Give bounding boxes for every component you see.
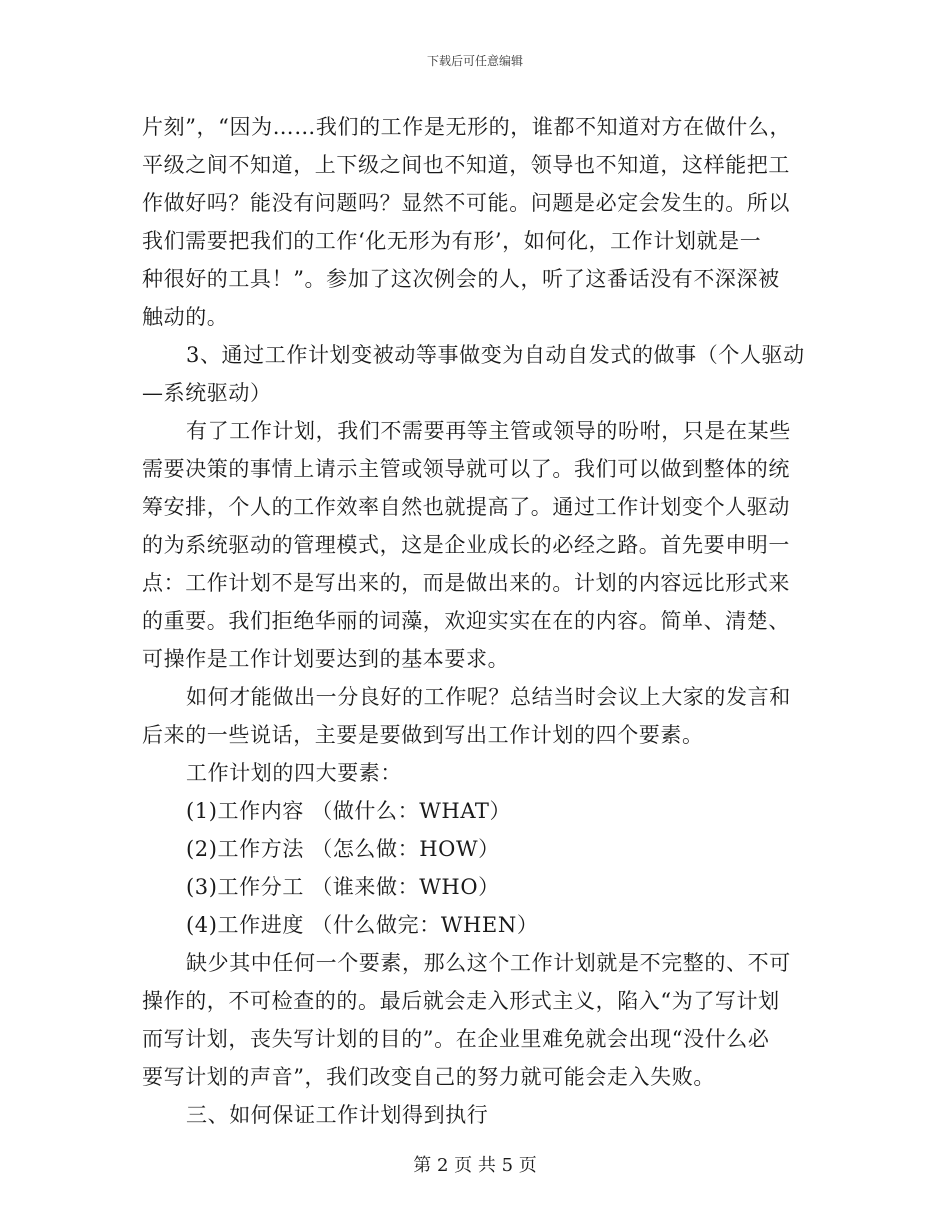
section-heading: 三、如何保证工作计划得到执行 <box>186 1103 489 1127</box>
paragraph-line: 触动的。 <box>142 305 229 329</box>
paragraph-line: 的为系统驱动的管理模式，这是企业成长的必经之路。首先要申明一 <box>142 533 790 557</box>
paragraph-line: 有了工作计划，我们不需要再等主管或领导的吩咐，只是在某些 <box>186 419 791 443</box>
paragraph-line: 可操作是工作计划要达到的基本要求。 <box>142 647 510 671</box>
paragraph-line: 缺少其中任何一个要素，那么这个工作计划就是不完整的、不可 <box>186 951 791 975</box>
section-heading-continued: —系统驱动） <box>142 381 272 405</box>
paragraph-line: 点：工作计划不是写出来的，而是做出来的。计划的内容远比形式来 <box>142 571 790 595</box>
list-item: (4)工作进度 （什么做完：WHEN） <box>186 913 539 937</box>
paragraph-line: 需要决策的事情上请示主管或领导就可以了。我们可以做到整体的统 <box>142 457 790 481</box>
paragraph-line: 后来的一些说话，主要是要做到写出工作计划的四个要素。 <box>142 723 704 747</box>
paragraph-line: 的重要。我们拒绝华丽的词藻，欢迎实实在在的内容。简单、清楚、 <box>142 609 790 633</box>
paragraph-line: 而写计划，丧失写计划的目的”。在企业里难免就会出现“没什么必 <box>142 1027 770 1051</box>
page-header-note: 下载后可任意编辑 <box>426 54 523 68</box>
list-title: 工作计划的四大要素： <box>186 761 402 785</box>
list-item: (2)工作方法 （怎么做：HOW） <box>186 837 500 861</box>
paragraph-line: 片刻”，“因为……我们的工作是无形的，谁都不知道对方在做什么， <box>142 115 792 139</box>
paragraph-line: 如何才能做出一分良好的工作呢？总结当时会议上大家的发言和 <box>186 685 791 709</box>
list-item: (3)工作分工 （谁来做：WHO） <box>186 875 500 899</box>
section-heading: 3、通过工作计划变被动等事做变为自动自发式的做事（个人驱动 <box>186 343 805 367</box>
paragraph-line: 平级之间不知道，上下级之间也不知道，领导也不知道，这样能把工 <box>142 153 790 177</box>
paragraph-line: 作做好吗？能没有问题吗？显然不可能。问题是必定会发生的。所以 <box>142 191 790 215</box>
list-item: (1)工作内容 （做什么：WHAT） <box>186 799 512 823</box>
paragraph-line: 要写计划的声音”，我们改变自己的努力就可能会走入失败。 <box>142 1065 715 1089</box>
paragraph-line: 我们需要把我们的工作‘化无形为有形’，如何化，工作计划就是一 <box>142 229 762 253</box>
paragraph-line: 筹安排，个人的工作效率自然也就提高了。通过工作计划变个人驱动 <box>142 495 790 519</box>
paragraph-line: 种很好的工具！”。参加了这次例会的人，听了这番话没有不深深被 <box>142 267 780 291</box>
document-body <box>142 108 810 1134</box>
paragraph-line: 操作的，不可检查的的。最后就会走入形式主义，陷入“为了写计划 <box>142 989 780 1013</box>
page-number: 第 2 页 共 5 页 <box>413 1155 537 1176</box>
